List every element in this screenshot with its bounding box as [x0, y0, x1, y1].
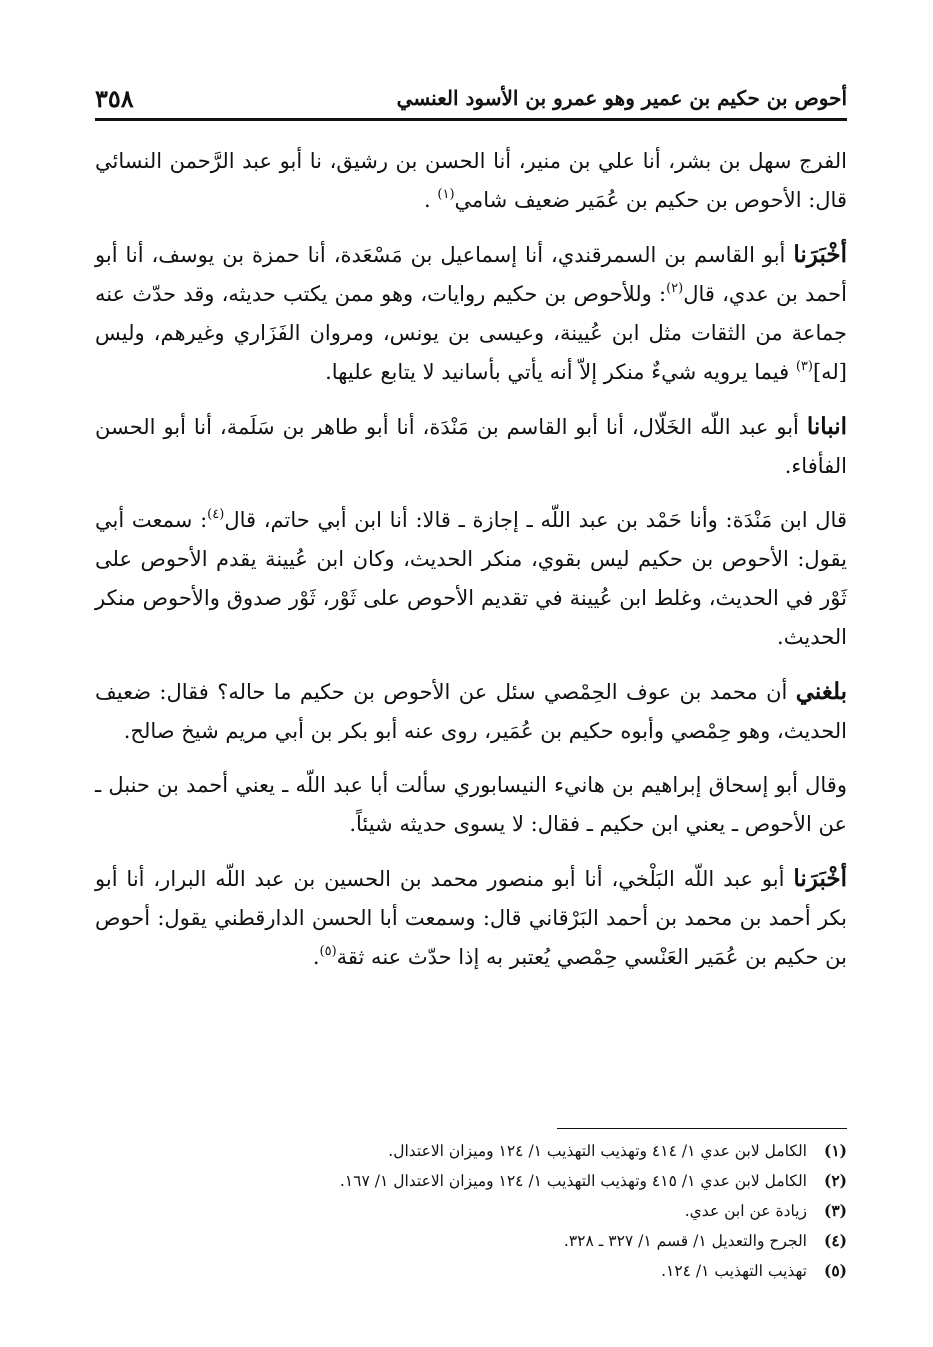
page-header: [95, 78, 847, 118]
paragraph: [95, 501, 847, 657]
paragraph-text: فيما يرويه شيءٌ منكر إلاّ أنه يأتي بأسانيد لا يتابع عليها.: [325, 360, 796, 384]
paragraph: [95, 672, 847, 751]
footnotes: [95, 1136, 847, 1286]
footnote-number: (٥): [823, 1261, 847, 1280]
paragraph-text: أبو عبد اللّه الخَلّال، أنا أبو القاسم بن مَنْدَة، أنا أبو طاهر بن سَلَمة، أنا أبو الحسن الفأفاء.: [95, 415, 847, 478]
paragraph-text: .: [312, 945, 320, 969]
paragraph-text: .: [424, 188, 438, 212]
paragraph-text: أن محمد بن عوف الحِمْصي سئل عن الأحوص بن حكيم ما حاله؟ فقال: ضعيف الحديث، وهو حِمْصي وأبوه حكيم بن عُمَير، روى عنه أبو بكر بن أبي مريم شيخ صالح.: [95, 680, 847, 743]
footnote-text: زيادة عن ابن عدي.: [684, 1202, 807, 1220]
footnote-item: [95, 1196, 847, 1226]
paragraph-lead-word: أخْبَرَنا: [793, 241, 847, 268]
footnote-reference: (٤): [207, 507, 225, 522]
paragraph: [95, 142, 847, 220]
paragraph-text: : سمعت أبي يقول: الأحوص بن حكيم ليس بقوي، منكر الحديث، وكان ابن عُيينة يقدم الأحوص على ثَوْر في الحديث، وغلط ابن عُيينة في تقديم الأحوص على ثَوْر، ثَوْر صدوق والأحوص منكر الحديث.: [95, 508, 847, 649]
paragraph-lead-word: أخْبَرَنا: [793, 865, 847, 892]
footnote-text: الجرح والتعديل ١/ قسم ١/ ٣٢٧ ـ ٣٢٨.: [563, 1232, 807, 1250]
footnote-number: (٣): [823, 1201, 847, 1220]
paragraph-lead-word: بلغني: [795, 678, 847, 705]
footnote-number: (٢): [823, 1171, 847, 1190]
paragraph: [95, 766, 847, 844]
paragraph-text: أبو عبد اللّه البَلْخي، أنا أبو منصور محمد بن الحسين بن عبد اللّه البرار، أنا أبو بكر أحمد بن محمد بن أحمد البَرْقاني قال: وسمعت أبا الحسن الدارقطني يقول: أحوص بن حكيم بن عُمَير العَنْسي حِمْصي يُعتبر به إذا حدّث عنه ثقة: [95, 867, 847, 969]
footnote-item: [95, 1226, 847, 1256]
footnote-item: [95, 1256, 847, 1286]
paragraph-text: قال ابن مَنْدَة: وأنا حَمْد بن عبد اللّه ـ إجازة ـ قالا: أنا ابن أبي حاتم، قال: [224, 508, 847, 532]
footnote-text: تهذيب التهذيب ١/ ١٢٤.: [661, 1262, 807, 1280]
footnote-reference: (٢): [666, 281, 684, 296]
paragraph: [95, 859, 847, 977]
main-text: [95, 142, 847, 992]
paragraph: [95, 235, 847, 392]
paragraph-text: الفرج سهل بن بشر، أنا علي بن منير، أنا الحسن بن رشيق، نا أبو عبد الرَّحمن النسائي قال: الأحوص بن حكيم بن عُمَير ضعيف شامي: [95, 149, 847, 212]
footnote-reference: (١): [437, 187, 455, 202]
paragraph: [95, 407, 847, 486]
paragraph-text: وقال أبو إسحاق إبراهيم بن هانيء النيسابوري سألت أبا عبد اللّه ـ يعني أحمد بن حنبل ـ عن الأحوص ـ يعني ابن حكيم ـ فقال: لا يسوى حديثه شيئاً.: [95, 773, 847, 836]
footnote-reference: (٣): [795, 359, 813, 374]
page-number: ٣٥٨: [95, 83, 134, 113]
paragraph-text: أبو القاسم بن السمرقندي، أنا إسماعيل بن مَسْعَدة، أنا حمزة بن يوسف، أنا أبو أحمد بن عدي، قال: [95, 243, 847, 306]
footnote-separator: [557, 1128, 847, 1129]
footnote-reference: (٥): [319, 944, 337, 959]
paragraph-lead-word: انبانا: [806, 413, 847, 440]
paragraph-text: : وللأحوص بن حكيم روايات، وهو ممن يكتب حديثه، وقد حدّث عنه جماعة من الثقات مثل ابن عُيينة، وعيسى بن يونس، ومروان الفَزَاري وغيرهم، وليس [له]: [95, 282, 847, 384]
book-page: [95, 0, 847, 1347]
header-rule: [95, 118, 847, 121]
footnote-item: [95, 1136, 847, 1166]
footnote-text: الكامل لابن عدي ١/ ٤١٤ وتهذيب التهذيب ١/ ١٢٤ وميزان الاعتدال.: [388, 1142, 807, 1160]
footnote-text: الكامل لابن عدي ١/ ٤١٥ وتهذيب التهذيب ١/ ١٢٤ وميزان الاعتدال ١/ ١٦٧.: [339, 1172, 807, 1190]
footnote-number: (٤): [823, 1231, 847, 1250]
footnote-number: (١): [823, 1141, 847, 1160]
footnote-item: [95, 1166, 847, 1196]
running-title: أحوص بن حكيم بن عمير وهو عمرو بن الأسود العنسي: [396, 86, 847, 110]
